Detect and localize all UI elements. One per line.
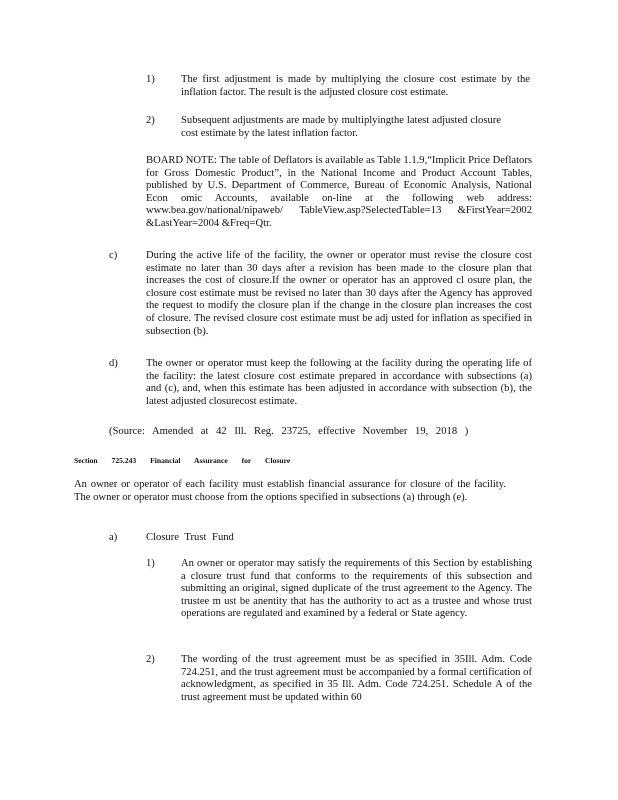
section-intro: An owner or operator of each facility must establish financial assurance for closure of the facility. The owner or operator must choose from the options specified in subsections (a) through (e). (74, 479, 506, 503)
item-d-text: The owner or operator must keep the following at the facility during the operating life of the facility: the latest closure cost estimate prepared in accordance with subsections (a) and (c), and, when this estimate has been adjusted in accordance with subsection (b), the latest adjusted closurecost estimate. (146, 358, 532, 407)
subsection-label-a: a) (109, 532, 118, 543)
source-note: (Source: Amended at 42 Ill. Reg. 23725, effective November 19, 2018 ) (109, 426, 469, 437)
item-label-a1: 1) (146, 558, 155, 569)
item-a2-text: The wording of the trust agreement must be as specified in 35Ill. Adm. Code 724.251, and the trust agreement must be accompanied by a formal certification of acknowledgment, as specified in 35 Ill. Adm. Code 724.251. Schedule A of the trust agreement must be updated within 60 (181, 654, 532, 703)
item-label-c: c) (109, 250, 118, 261)
item-2-text: Subsequent adjustments are made by multiplyingthe latest adjusted closure cost estimate by the latest inflation factor. (181, 115, 501, 139)
section-heading: Section 725.243 Financial Assurance for Closure (74, 456, 291, 465)
board-note: BOARD NOTE: The table of Deflators is available as Table 1.1.9,“Implicit Price Deflators for Gross Domestic Product”, in the National Income and Product Account Tables, published by U.S. Department of Commerce, Bureau of Economic Analysis, National Econ omic Accounts, available on-line at the following web address: www.bea.gov/national/nipaweb/ TableView.asp?SelectedTable=13 &FirstYear=2002 &LastYear=2004 &Freq=Qtr. (146, 155, 532, 229)
item-label-2: 2) (146, 115, 155, 126)
item-label-1: 1) (146, 74, 155, 85)
item-a1-text: An owner or operator may satisfy the requirements of this Section by establishing a closure trust fund that conforms to the requirements of this subsection and submitting an original, signed duplicate of the trust agreement to the Agency. The trustee m ust be anentity that has the authority to act as a trustee and whose trust operations are regulated and examined by a federal or State agency. (181, 558, 532, 620)
item-1-text: The first adjustment is made by multiplying the closure cost estimate by the inflation factor. The result is the adjusted closure cost estimate. (181, 74, 530, 98)
subsection-a-title: Closure Trust Fund (146, 532, 234, 543)
item-c-text: During the active life of the facility, the owner or operator must revise the closure cost estimate no later than 30 days after a revision has been made to the closure plan that increases the cost of closure.If the owner or operator has an approved cl osure plan, the closure cost estimate must be revised no later than 30 days after the Agency has approved the request to modify the closure plan if the change in the closure plan increases the cost of closure. The revised closure cost estimate must be adj usted for inflation as specified in subsection (b). (146, 250, 532, 337)
item-label-a2: 2) (146, 654, 155, 665)
item-label-d: d) (109, 358, 118, 369)
